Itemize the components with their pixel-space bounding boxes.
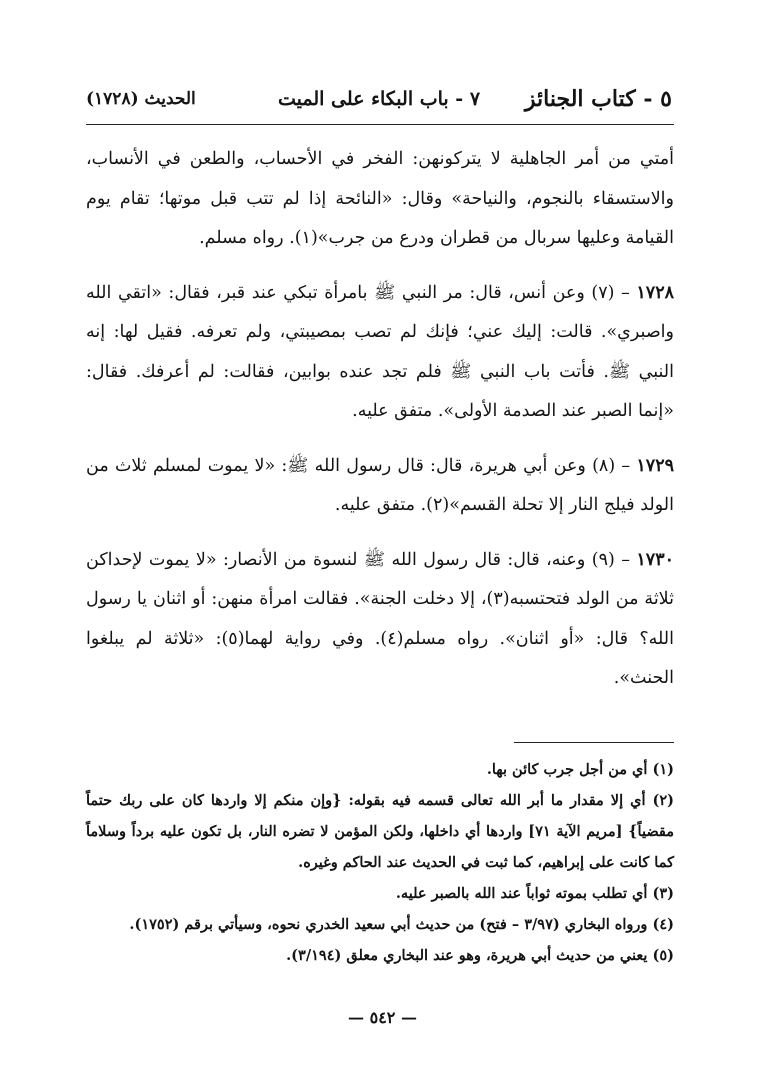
footnote-4: (٤) ورواه البخاري (٣/٩٧ – فتح) من حديث أبي سعيد الخدري نحوه، وسيأتي برقم (١٧٥٢). <box>129 916 674 933</box>
footnotes <box>86 754 674 971</box>
header-divider <box>86 124 674 125</box>
main-text <box>86 140 674 714</box>
header-book-title: ٥ - كتاب الجنائز <box>524 86 672 112</box>
paragraph-hadith-1728 <box>86 274 674 432</box>
hadith-number: ١٧٢٨ <box>636 282 674 303</box>
paragraph-continuation <box>86 140 674 259</box>
paragraph-hadith-1729 <box>86 447 674 526</box>
footnote-1: (١) أي من أجل جرب كائن بها. <box>486 761 674 778</box>
footnote-3: (٣) أي تطلب بموته ثواباً عند الله بالصبر عليه. <box>395 885 674 902</box>
footnote-divider <box>514 742 674 743</box>
hadith-number: ١٧٣٠ <box>636 549 674 570</box>
header-hadith-number: الحديث (١٧٢٨) <box>86 89 196 109</box>
paragraph-text: – (٨) وعن أبي هريرة، قال: قال رسول الله ﷺ: «لا يموت لمسلم ثلاث من الولد فيلج النار إلا تحلة القسم»(٢). متفق عليه. <box>86 455 674 515</box>
paragraph-text: – (٩) وعنه، قال: قال رسول الله ﷺ لنسوة من الأنصار: «لا يموت لإحداكن ثلاثة من الولد فتحتسبه(٣)، إلا دخلت الجنة». فقالت امرأة منهن: أو اثنان يا رسول الله؟ قال: «أو اثنان». رواه مسلم(٤). وفي رواية لهما(٥): «ثلاثة لم يبلغوا الحنث». <box>86 549 674 688</box>
footnote-2: (٢) أي إلا مقدار ما أبر الله تعالى قسمه فيه بقوله: {وإن منكم إلا واردها كان على ربك حتماً مقضياً} [مريم الآية ٧١] واردها أي داخلها، ولكن المؤمن لا تضره النار، بل تكون عليه برداً وسلاماً كما كانت على إبراهيم، كما ثبت في الحديث عند الحاكم وغيره. <box>86 792 674 871</box>
paragraph-text: – (٧) وعن أنس، قال: مر النبي ﷺ بامرأة تبكي عند قبر، فقال: «اتقي الله واصبري». قالت: إليك عني؛ فإنك لم تصب بمصيبتي، ولم تعرفه. فقيل لها: إنه النبي ﷺ. فأتت باب النبي ﷺ فلم تجد عنده بوابين، فقالت: لم أعرفك. فقال: «إنما الصبر عند الصدمة الأولى». متفق عليه. <box>86 282 674 421</box>
hadith-number: ١٧٢٩ <box>636 455 675 476</box>
paragraph-hadith-1730 <box>86 541 674 699</box>
running-header <box>86 82 672 122</box>
footnote-5: (٥) يعني من حديث أبي هريرة، وهو عند البخاري معلق (٣/١٩٤). <box>286 947 674 964</box>
header-chapter-title: ٧ - باب البكاء على الميت <box>277 88 481 110</box>
paragraph-text: أمتي من أمر الجاهلية لا يتركونهن: الفخر في الأحساب، والطعن في الأنساب، والاستسقاء بالنجوم، والنياحة» وقال: «النائحة إذا لم تتب قبل موتها؛ تقام يوم القيامة وعليها سربال من قطران ودرع من جرب»(١). رواه مسلم. <box>86 149 674 248</box>
page-number: — ٥٤٢ — <box>348 1008 417 1027</box>
